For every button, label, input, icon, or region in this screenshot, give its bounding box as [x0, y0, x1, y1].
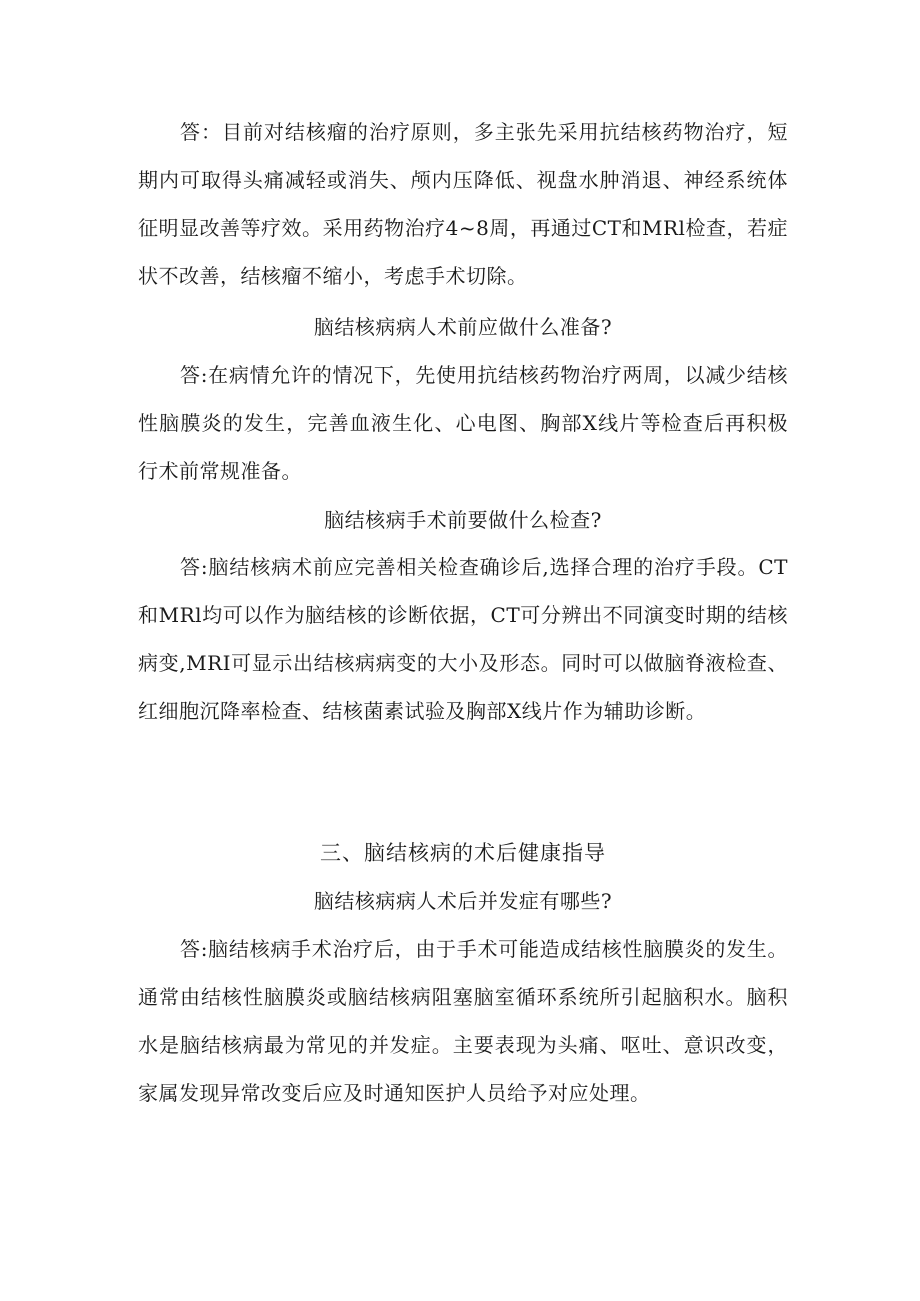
question-postop-complications: 脑结核病病人术后并发症有哪些?	[313, 889, 613, 913]
question-preop-preparation: 脑结核病病人术前应做什么准备?	[313, 315, 613, 339]
answer-paragraph-treatment-principles: 答：目前对结核瘤的治疗原则，多主张先采用抗结核药物治疗，短期内可取得头痛减轻或消失、颅内压降低、视盘水肿消退、神经系统体征明显改善等疗效。采用药物治疗4~8周，再通过CT和MRl检查，若症状不改善，结核瘤不缩小，考虑手术切除。	[138, 120, 788, 288]
section-heading-postop-guidance: 三、脑结核病的术后健康指导	[320, 841, 606, 865]
answer-paragraph-preop-examinations: 答:脑结核病术前应完善相关检查确诊后,选择合理的治疗手段。CT和MRl均可以作为脑结核的诊断依据，CT可分辨出不同演变时期的结核病变,MRI可显示出结核病病变的大小及形态。同时可以做脑脊液检查、红细胞沉降率检查、结核菌素试验及胸部X线片作为辅助诊断。	[138, 555, 788, 723]
question-preop-examinations: 脑结核病手术前要做什么检查?	[324, 508, 602, 532]
answer-paragraph-preop-preparation: 答:在病情允许的情况下，先使用抗结核药物治疗两周，以减少结核性脑膜炎的发生，完善血液生化、心电图、胸部X线片等检查后再积极行术前常规准备。	[138, 363, 788, 483]
answer-paragraph-postop-complications: 答:脑结核病手术治疗后，由于手术可能造成结核性脑膜炎的发生。通常由结核性脑膜炎或脑结核病阻塞脑室循环系统所引起脑积水。脑积水是脑结核病最为常见的并发症。主要表现为头痛、呕吐、意识改变，家属发现异常改变后应及时通知医护人员给予对应处理。	[138, 937, 788, 1105]
